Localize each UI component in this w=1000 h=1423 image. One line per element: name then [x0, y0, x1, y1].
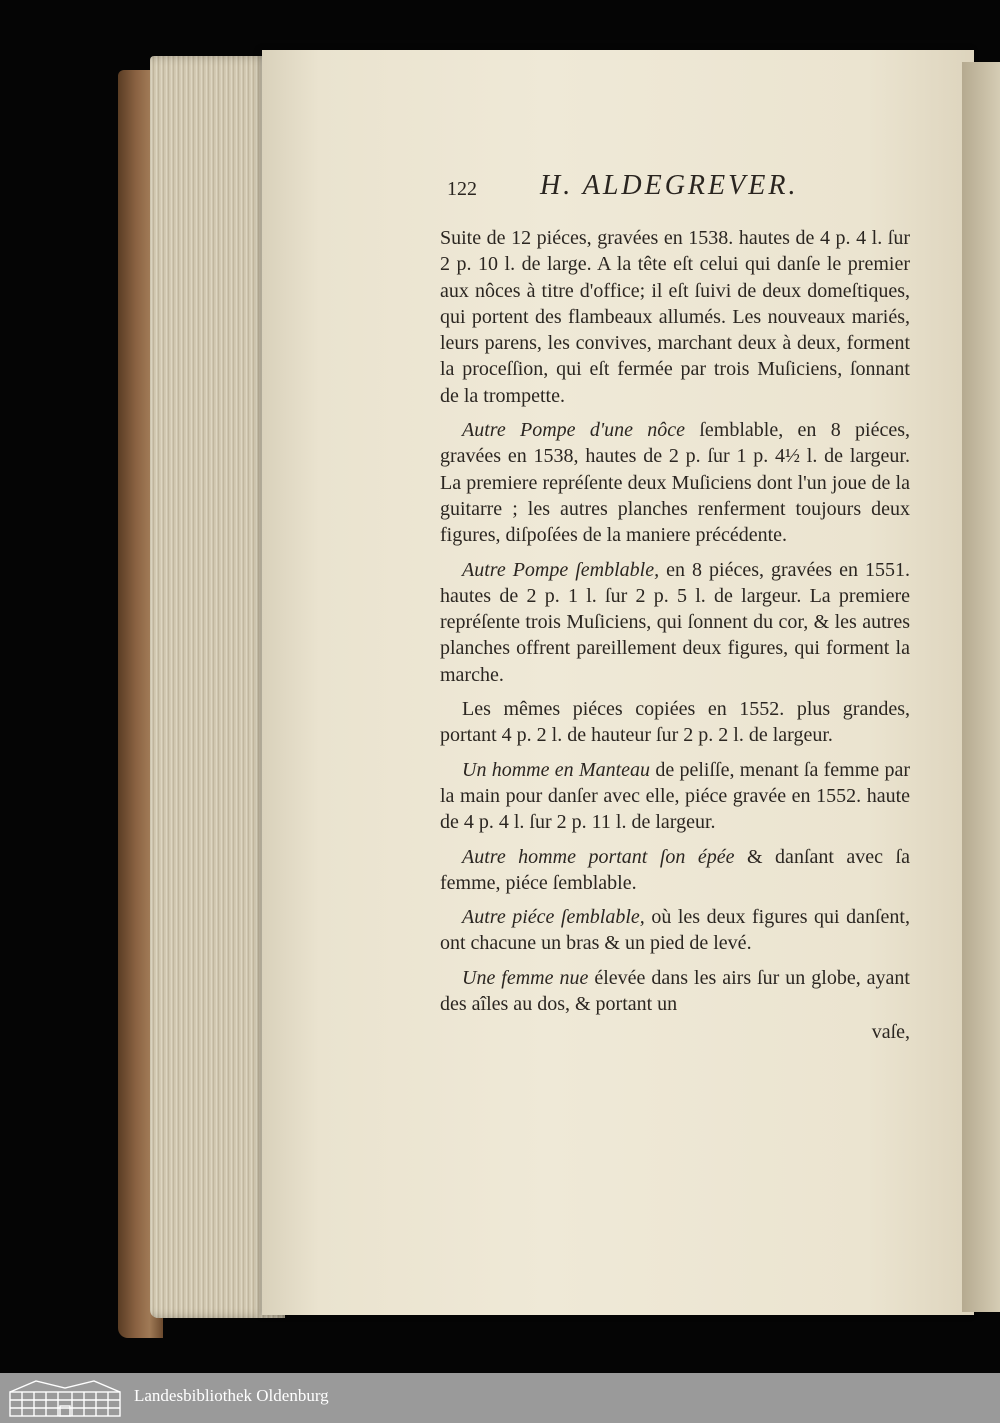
paragraph-lead: Autre Pompe d'une nôce	[462, 419, 686, 442]
footer-bar	[0, 1373, 1000, 1423]
paragraph	[440, 844, 910, 897]
paragraph-text: & danſant avec ſa femme, piéce ſemblable.	[440, 845, 910, 894]
library-building-icon	[6, 1378, 124, 1418]
catchword: vaſe,	[871, 1021, 910, 1044]
paragraph-lead: Autre Pompe ſemblable,	[462, 558, 660, 581]
paragraph	[440, 757, 910, 836]
paragraph-text: élevée dans les airs ſur un globe, ayant des aîles au dos, & portant un	[440, 966, 910, 1016]
paragraph	[440, 696, 910, 749]
paragraph-lead: Autre piéce ſemblable,	[462, 906, 645, 929]
paragraph-lead: Un homme en Manteau	[462, 758, 651, 781]
paragraph-text: en 8 piéces, gravées en 1551. hautes de 2 p. 1 l. ſur 2 p. 5 l. de largeur. La premiere repréſente trois Muſiciens, qui ſonnent du cor, & les autres planches offrent pareillement deux figures, qui forment la marche.	[440, 558, 910, 686]
paragraph-lead: Une femme nue	[462, 966, 589, 989]
paragraph-lead: Autre homme portant ſon épée	[462, 845, 735, 868]
paragraph-text: Les mêmes piéces copiées en 1552. plus grandes, portant 4 p. 2 l. de hauteur ſur 2 p. 2 l. de largeur.	[440, 698, 910, 747]
paragraph	[440, 225, 910, 409]
library-name: Landesbibliothek Oldenburg	[134, 1386, 329, 1405]
paragraph	[440, 904, 910, 957]
paragraph-text: Suite de 12 piéces, gravées en 1538. hautes de 4 p. 4 l. ſur 2 p. 10 l. de large. A la tête eſt celui qui danſe le premier aux nôces à titre d'office; il eſt ſuivi de deux domeſtiques, qui portent des flambeaux allumés. Les nouveaux mariés, leurs parens, les convives, marchant deux à deux, forment la proceſſion, qui eſt fermée par trois Muſiciens, ſonnant de la trompette.	[440, 227, 910, 407]
paragraph	[440, 965, 910, 1018]
paragraph-text: de peliſſe, menant ſa femme par la main pour danſer avec elle, piéce gravée en 1552. haute de 4 p. 4 l. ſur 2 p. 11 l. de largeur.	[440, 758, 910, 834]
paragraph-text: où les deux figures qui danſent, ont chacune un bras & un pied de levé.	[440, 906, 910, 955]
running-title: H. ALDEGREVER.	[540, 170, 799, 201]
paragraph	[440, 557, 910, 688]
page-header	[0, 170, 1000, 218]
paragraph	[440, 417, 910, 548]
paragraph-text: ſemblable, en 8 piéces, gravées en 1538, hautes de 2 p. ſur 1 p. 4½ l. de largeur. La premiere repréſente deux Muſiciens dont l'un joue de la guitarre ; les autres planches renferment toujours deux figures, diſpoſées de la maniere précédente.	[440, 419, 910, 547]
facing-page-edge	[962, 62, 1000, 1312]
page-body	[440, 225, 910, 1054]
page-number: 122	[447, 178, 477, 200]
